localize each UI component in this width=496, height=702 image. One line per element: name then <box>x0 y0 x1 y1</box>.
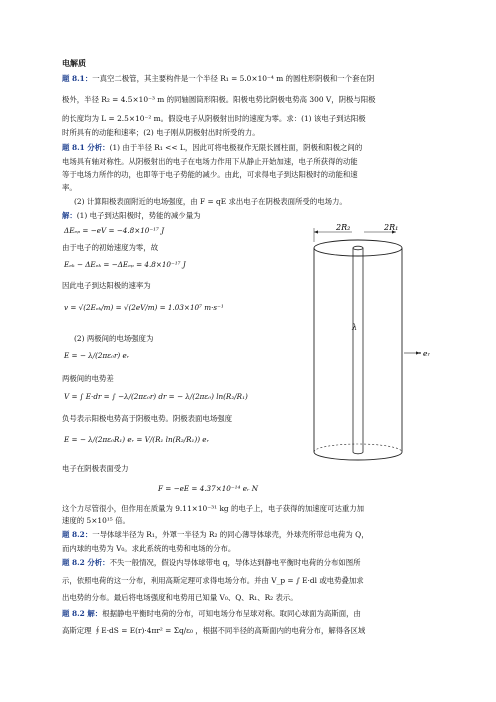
analysis-8-1-line-3: 等于电场力所作的功，也即等于电子势能的减少。由此，可求得电子到达阳极时的动能和速 <box>62 170 358 179</box>
equation-5: V = ∫ E·dr = ∫ −λ/(2πε₀r) dr = − λ/(2πε₀) ln(R₂/R₁) <box>64 392 248 401</box>
problem-8-1-label: 题 8.1： <box>62 74 93 83</box>
analysis-8-1-line-1: 题 8.1 分析：(1) 由于半径 R₁ << L，因此可将电极视作无限长圆柱面，阴极和阳极之间的 <box>62 143 363 152</box>
equation-3: v = √(2Eₑₖ/m) = √(2eV/m) = 1.03×10⁷ m·s⁻¹ <box>64 303 224 312</box>
problem-8-2-line-1: 题 8.2：一导体球半径为 R₁，外罩一半径为 R₂ 的同心薄导体球壳，外球壳所带总电荷为 Q， <box>62 530 369 539</box>
solution-8-1-line-3: 因此电子到达阳极的速率为 <box>62 281 151 290</box>
analysis-8-1-line-5: (2) 计算阳极表面附近的电场强度，由 F = qE 求出电子在阴极表面所受的电场力。 <box>74 197 347 206</box>
solution-8-1-line-5: 两极间的电势差 <box>62 374 114 383</box>
solution-8-1-line-2: 由于电子的初始速度为零，故 <box>62 243 159 252</box>
analysis-8-1-line-4: 率。 <box>62 183 77 192</box>
solution-8-2-line-2: 高斯定理 ∮E·dS = E(r)·4πr² = Σq/ε₀ ，根据不同半径的高斯面内的电荷分布，解得各区域 <box>62 626 366 635</box>
problem-8-1-line-2: 极外，半径 R₂ = 4.5×10⁻³ m 的同轴圆筒形阳极。阳极电势比阴极电势高 300 V，阴极与阳极 <box>62 95 376 104</box>
solution-8-1-line-9: 速度的 5×10¹⁵ 倍。 <box>62 516 130 525</box>
solution-8-1-line-1: 解：(1) 电子到达阳极时，势能的减少量为 <box>62 211 201 220</box>
solution-8-2-line-1: 题 8.2 解：根据静电平衡时电荷的分布，可知电场分布呈球对称。取同心球面为高斯面，由 <box>62 609 361 618</box>
solution-8-1-line-7: 电子在阴极表面受力 <box>62 464 129 473</box>
solution-label: 解： <box>62 211 77 220</box>
solution-8-1-line-8: 这个力尽管很小，但作用在质量为 9.11×10⁻³¹ kg 的电子上，电子获得的加速度可达重力加 <box>62 504 365 513</box>
solution-8-1-line-4: (2) 两极间的电场强度为 <box>74 334 154 343</box>
coaxial-cylinder-figure <box>296 220 444 478</box>
problem-8-1-line-4: 时所具有的动能和速率；(2) 电子刚从阴极射出时所受的力。 <box>62 128 260 137</box>
problem-8-1-line-1: 题 8.1：一真空二极管，其主要构件是一个半径 R₁ = 5.0×10⁻⁴ m 的圆柱形阴极和一个套在阴 <box>62 74 375 83</box>
equation-4: E = − λ/(2πε₀r) eᵣ <box>64 351 130 360</box>
label-er: eᵣ <box>423 349 431 358</box>
label-2R2: 2R₂ <box>336 223 351 232</box>
equation-7: F = −eE = 4.37×10⁻¹⁴ eᵣ N <box>158 484 259 493</box>
equation-6: E = − λ/(2πε₀R₁) eᵣ = V/(R₁ ln(R₂/R₁)) eᵣ <box>64 435 210 444</box>
analysis-8-1-label: 题 8.1 分析： <box>62 143 110 152</box>
section-title: 电解质 <box>62 58 86 68</box>
analysis-8-1-line-2: 电场具有轴对称性。从阴极射出的电子在电场力作用下从静止开始加速，电子所获得的动能 <box>62 157 358 166</box>
label-2R1: 2R₁ <box>384 223 399 232</box>
solution-8-1-line-6: 负号表示阳极电势高于阴极电势。阴极表面电场强度 <box>62 414 232 423</box>
equation-2: Eₑₖ − ΔEₑₖ = −ΔEₑₚ = 4.8×10⁻¹⁷ J <box>64 260 186 269</box>
equation-1: ΔEₑₚ = −eV = −4.8×10⁻¹⁷ J <box>64 226 165 235</box>
problem-8-1-line-3: 的长度均为 L = 2.5×10⁻² m。假设电子从阴极射出时的速度为零。求：(1) 该电子到达阳极 <box>62 114 366 123</box>
problem-8-2-label: 题 8.2： <box>62 530 93 539</box>
problem-8-2-line-2: 而内球的电势为 V₀。求此系统的电势和电场的分布。 <box>62 544 236 553</box>
analysis-8-2-line-2: 示，依照电荷的这一分布，利用高斯定理可求得电场分布。并由 V_p = ∫ E·dl 或电势叠加求 <box>62 576 364 585</box>
analysis-8-2-line-3: 出电势的分布。最后将电场强度和电势用已知量 V₀、Q、R₁、R₂ 表示。 <box>62 593 298 602</box>
label-lambda: λ <box>352 323 358 332</box>
analysis-8-2-label: 题 8.2 分析： <box>62 558 110 567</box>
analysis-8-2-line-1: 题 8.2 分析：不失一般情况，假设内导体球带电 q，导体达到静电平衡时电荷的分布如图所 <box>62 558 361 567</box>
solution-8-2-label: 题 8.2 解： <box>62 609 103 618</box>
